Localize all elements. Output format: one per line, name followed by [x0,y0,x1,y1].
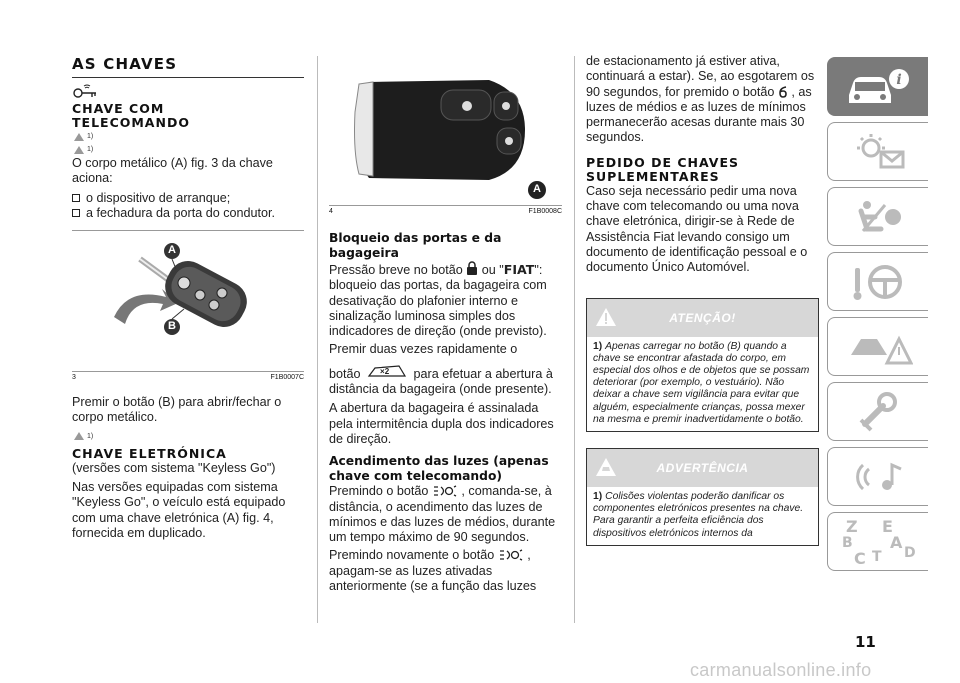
multimedia-icon [843,455,913,499]
column-divider [317,56,318,623]
warning-ref: 1) [74,430,304,443]
flip-key-illustration [72,231,304,371]
advisory-title: ADVERTÊNCIA [656,460,749,475]
paragraph: Nas versões equipadas com sistema "Keyless Go", o veículo está equipado com uma chave eletrónica (A) fig. 4, fornecida em duplicado. [72,480,286,540]
caution-triangle-icon [74,146,84,154]
paragraph: Caso seja necessário pedir uma nova chave com telecomando ou uma nova chave eletrónica, dirigir-se à Rede de Assistência Fiat levando consigo um documento de identificação pessoal e o documento Único Automóvel. [586,183,808,275]
attention-body: 1) Apenas carregar no botão (B) quando a chave se encontrar afastada do corpo, em especial dos olhos e de objetos que se possam deteriorar (por exemplo, o vestuário). Não deixar a chave sem vigilância para evitar que alguém, especialmente crianças, possa mexer na mesma e premir inadvertidamente o botão. [593,340,810,425]
paragraph: (versões com sistema "Keyless Go") [72,460,276,475]
figure-code: F1B0007C [270,374,304,382]
advisory-box [586,448,819,546]
warning-lights-icon [843,130,913,174]
warning-ref: 1) [74,130,304,143]
steering-wheel-icon [843,260,913,304]
lights-icon [498,549,524,561]
tab-multimedia[interactable] [827,447,928,506]
column-divider [574,56,575,623]
warning-triangle-icon [595,307,617,327]
paragraph: de estacionamento já estiver ativa, continuará a estar). Se, ao esgotarem os 90 segundos, for premido o botão , as luzes de médios e as luzes de mínimos permanecerão acesas durante mais 30 segundos. [586,54,815,145]
trunk-double-press-icon: ×2 [367,362,407,380]
callout-b-label: B [168,320,176,333]
list-item: a fechadura da porta do condutor. [72,206,304,221]
attention-header [587,299,818,337]
tab-car-info[interactable] [827,57,928,116]
watermark: carmanualsonline.info [690,660,872,680]
warning-triangle-icon [74,432,84,440]
tab-emergency[interactable] [827,317,928,376]
electronic-key-illustration [329,52,562,205]
figure-caption [329,208,562,215]
section-title-rule [72,77,304,78]
lights-icon [778,86,788,98]
column-3 [586,54,819,546]
padlock-icon [466,261,478,276]
tab-index[interactable] [827,512,928,571]
svg-text:i: i [896,71,902,88]
subsection-title-remote-key: CHAVE COM TELECOMANDO [72,101,190,130]
list-item: o dispositivo de arranque; [72,191,304,206]
tab-maintenance[interactable] [827,382,928,441]
figure-rule [72,371,304,372]
wrench-icon [843,390,913,434]
key-icon [72,84,304,102]
heading-door-lock: Bloqueio das portas e da bagageira [329,231,502,260]
paragraph: A abertura da bagageira é assinalada pela intermitência dupla dos indicadores de direção. [329,401,554,446]
paragraph: Pressão breve no botão ou "FIAT": bloqueio das portas, da bagageira com desativação do plafonier interno e sinalização luminosa simples dos indicadores de direção (onde previsto). [329,262,547,339]
heading-order-keys: PEDIDO DE CHAVES SUPLEMENTARES [586,154,740,184]
index-icon: Z E B A C T D [842,516,916,568]
bullet-icon [72,194,80,202]
warning-triangle-icon [74,133,84,141]
paragraph: Premir o botão (B) para abrir/fechar o corpo metálico. [72,395,282,425]
figure-caption [72,374,304,381]
figure-code: F1B0008C [528,208,562,215]
chapter-tabs [827,57,928,577]
figure-number: 4 [329,208,333,215]
attention-title: ATENÇÃO! [669,310,736,325]
advisory-header [587,449,818,487]
road-warning-icon [843,325,913,369]
figure-number: 3 [72,374,76,382]
page-number: 11 [855,633,876,651]
callout-a-label: A [168,244,176,257]
figure-rule [329,205,562,206]
attention-box [586,298,819,432]
column-1 [72,56,304,541]
figure-4 [329,52,562,205]
heading-lights: Acendimento das luzes (apenas chave com telecomando) [329,454,549,484]
section-title: AS CHAVES [72,55,178,73]
paragraph: botão ×2 para efetuar a abertura à distância da bagageira (onde presente). [329,362,562,398]
lights-icon [432,485,458,497]
column-2 [329,52,562,594]
tab-safety[interactable] [827,187,928,246]
caution-ref: 1) [74,143,304,156]
tab-driving[interactable] [827,252,928,311]
bullet-icon [72,209,80,217]
tab-warning-lights[interactable] [827,122,928,181]
airbag-seat-icon [843,195,913,239]
paragraph: Premir duas vezes rapidamente o [329,342,518,357]
advisory-body: 1) Colisões violentas poderão danificar os componentes eletrónicos presentes na chave. Para garantir a perfeita eficiência dos dispositivos eletrónicos internos da [593,490,804,539]
paragraph: O corpo metálico (A) fig. 3 da chave aciona: [72,156,273,186]
car-info-icon [843,65,913,109]
paragraph: Premindo o botão , comanda-se, à distância, o acendimento das luzes de mínimos e das luzes de médios, durante um tempo máximo de 90 segundos. [329,484,556,545]
car-triangle-icon [595,457,617,477]
paragraph: Premindo novamente o botão , apagam-se as luzes ativadas anteriormente (se a função das luzes [329,548,537,594]
callout-a-label: A [533,183,541,195]
figure-3 [72,231,304,371]
subsection-title-electronic-key: CHAVE ELETRÓNICA [72,445,227,461]
